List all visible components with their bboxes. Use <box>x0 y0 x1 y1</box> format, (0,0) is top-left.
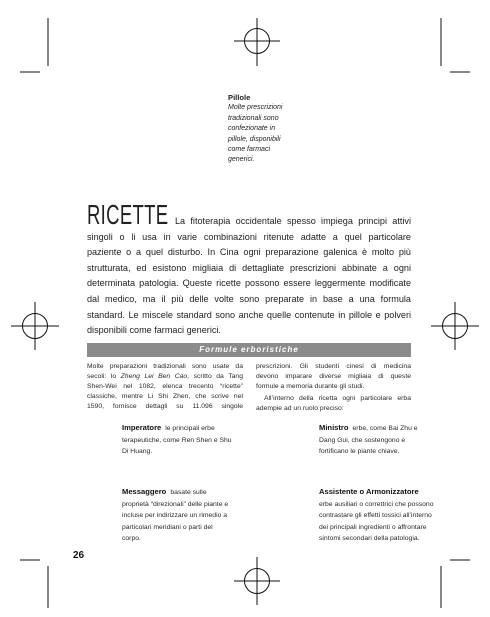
text-line: dal medico, ma il più delle volte sono preparate in base a una formula <box>87 293 411 304</box>
section-banner: Formule erboristiche <box>87 343 411 357</box>
role-ministro <box>319 422 418 458</box>
text-line: strutturata, ed esistono migliaia di dettagliate prescrizioni abbinate a ogni <box>87 262 411 273</box>
text-line: Shen-Wei nel 1082, elenca trecento “ricette” <box>87 383 243 390</box>
sidebar-line: confezionate in <box>228 125 276 133</box>
role-description: terapeutiche, come Ren Shen e Shu <box>122 436 232 444</box>
text-line: singoli o li usa in varie combinazioni ritenute adatte a quel particolare <box>87 231 411 242</box>
text-line: All’interno della ricetta ogni particolare erba <box>264 394 411 402</box>
sidebar-title: Pillole <box>228 93 251 102</box>
sidebar-line: generici. <box>228 156 255 164</box>
text-line <box>87 372 243 382</box>
text-line: determinata patologia. Queste ricette possono essere leggermente modificate <box>87 278 411 289</box>
role-messaggero <box>122 486 228 545</box>
text-run: , scritto da Tang <box>187 373 243 380</box>
book-title: Zheng Lei Ben Cao <box>120 373 188 380</box>
sidebar-line: tradizionali sono <box>228 114 279 122</box>
text-run: secoli: lo <box>87 373 121 380</box>
registration-mark-left <box>11 302 59 350</box>
text-line: formule a memoria durante gli studi. <box>256 383 365 390</box>
text-line: 1590, fornisce dettagli su 11.096 singole <box>87 403 243 410</box>
role-description: erbe ausiliari o correttrici che possono <box>319 500 434 508</box>
intro-paragraph <box>87 230 411 339</box>
page-number: 26 <box>73 550 85 561</box>
crop-mark-bottom-left <box>20 560 48 608</box>
role-name: Messaggero <box>122 487 167 496</box>
text-line: Molte preparazioni tradizionali sono usate da <box>87 363 243 370</box>
crop-mark-bottom-right <box>441 560 470 608</box>
role-description: erbe, come Bai Zhu e <box>352 425 418 432</box>
role-description: le principali erbe <box>165 425 215 432</box>
text-line: classiche, mentre Li Shi Zhen, che scrive nel <box>87 393 243 400</box>
role-description: proprietà “direzionali” delle piante e <box>122 500 229 508</box>
role-imperatore <box>122 422 232 458</box>
section-heading: RICETTE <box>87 199 169 230</box>
role-description: basate sulle <box>170 489 207 496</box>
role-first-line <box>122 486 228 499</box>
role-description: particolari meridiani o parti del <box>122 523 213 531</box>
sidebar-line: come farmaci <box>228 146 271 154</box>
sidebar-line: Molte prescrizioni <box>228 104 283 112</box>
text-line: disponibili come farmaci generici. <box>87 325 221 336</box>
registration-mark-top <box>234 18 280 66</box>
text-line: devono imparare diverse migliaia di queste <box>256 373 411 380</box>
role-first-line <box>319 422 418 435</box>
crop-mark-top-left <box>20 18 48 72</box>
role-first-line <box>319 486 433 499</box>
role-description: contrastare gli effetti tossici all’interno <box>319 512 432 519</box>
role-first-line <box>122 422 232 435</box>
formule-column-right <box>256 362 411 414</box>
role-description: dei principali ingredienti o affrontare <box>319 523 427 531</box>
text-line: standard. Le miscele standard sono anche quelle contenute in pillole e polveri <box>87 309 411 320</box>
role-description: Dang Gui, che sostengono e <box>319 436 406 444</box>
role-name: Assistente o Armonizzatore <box>319 487 419 496</box>
formule-column-left <box>87 362 243 412</box>
sidebar-line: pillole, disponibili <box>228 135 281 143</box>
text-line: paziente o a quel disturbo. In Cina ogni preparazione galenica è molto più <box>87 247 411 258</box>
crop-mark-top-right <box>441 18 470 72</box>
role-description: fortificano le piante chiave. <box>319 448 400 455</box>
role-description: sintomi secondari della patologia. <box>319 535 420 542</box>
sidebar-note <box>228 93 282 166</box>
registration-mark-bottom <box>234 557 280 605</box>
intro-first-line: La fitoterapia occidentale spesso impiega principi attivi <box>175 216 411 226</box>
role-description: incluse per indirizzare un rimedio a <box>122 512 228 519</box>
role-name: Ministro <box>319 423 349 432</box>
role-description: Di Huang. <box>122 448 153 455</box>
text-line: adempie ad un ruolo preciso: <box>256 404 344 412</box>
text-line: prescrizioni. Gli studenti cinesi di medicina <box>256 363 411 370</box>
role-description: corpo. <box>122 535 141 542</box>
role-name: Imperatore <box>122 423 162 432</box>
registration-mark-right <box>431 302 479 350</box>
role-assistente <box>319 486 433 545</box>
